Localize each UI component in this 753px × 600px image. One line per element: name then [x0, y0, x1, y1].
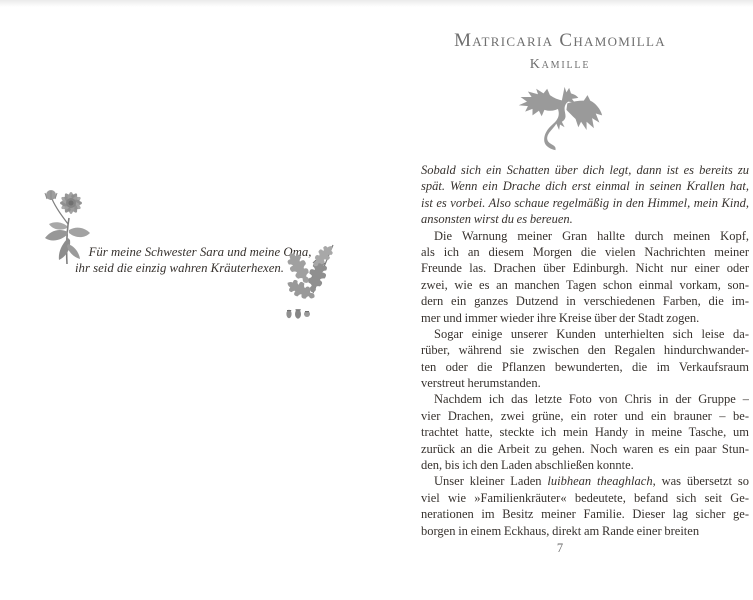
paragraph-3: Nachdem ich das letzte Foto von Chris in der Gruppe – vier Drachen, zwei grüne, ein roter und ein brauner – be- trachtet hatte, steckte ich mein Handy in meine Tasche, um zurück an die Arbeit zu gehen. Noch waren es ein paar Stun- den, bis ich den Laden abschließen konnte.: [421, 392, 749, 473]
paragraph-4: Unser kleiner Laden luibhean theaghlach, was übersetzt so viel wie »Familienkräuter« bedeutete, befand sich seit Ge- nerationen im Besitz meiner Familie. Dieser lag sicher ge- borgen in einem Eckhaus, direkt am Rande einer breiten: [421, 474, 749, 538]
dedication-text: Für meine Schwester Sara und meine Oma, ihr seid die einzig wahren Kräuterhexen.: [75, 245, 312, 276]
oak-branch-acorns-illustration: [281, 241, 339, 323]
chapter-header: [397, 30, 723, 152]
acorns: [286, 309, 310, 318]
paragraph-1: Die Warnung meiner Gran hallte durch meinen Kopf, als ich an diesem Morgen die vielen Nachrichten meiner Freunde las. Drachen über Edinburgh. Nicht nur einer oder zwei, wie es an manchen Tagen schon einmal vorkam, son- dern ein ganzes Dutzend in verschiedenen Farben, die im- mer und immer wieder ihre Kreise über der Stadt zogen.: [421, 228, 749, 325]
dragon-icon: [514, 86, 606, 152]
chapter-subtitle: Kamille: [529, 57, 591, 72]
chapter-title: Matricaria Chamomilla: [454, 30, 666, 51]
paragraph-2: Sogar einige unserer Kunden unterhielten sich leise da- rüber, während sie zwischen den Regalen hindurchwander- ten oder die Pflanzen bewunderten, die im Verkaufsraum verstreut herumstanden.: [421, 326, 749, 391]
left-page: [0, 0, 376, 600]
dragon-ornament: [397, 86, 723, 152]
flower-bloom: [60, 192, 82, 214]
page-number: 7: [556, 541, 564, 555]
epigraph: Sobald sich ein Schatten über dich legt, dann ist es bereits zu spät. Wenn ein Drache dich erst einmal in seinen Krallen hat, ist es vorbei. Also schaue regelmäßig in den Himmel, mein Kind, ansonsten wirst du es bereuen.: [421, 163, 749, 227]
body-text-column: [421, 162, 749, 539]
right-page: [376, 0, 753, 600]
